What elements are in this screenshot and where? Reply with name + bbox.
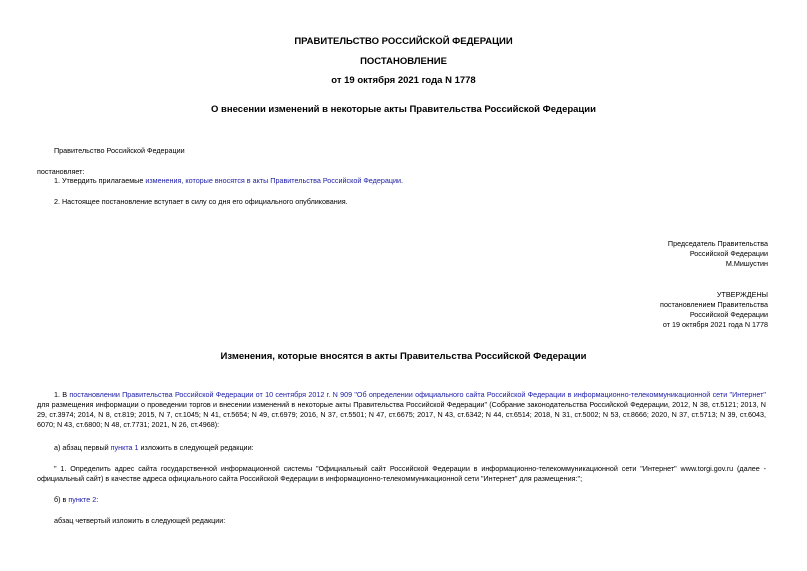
item-1 xyxy=(54,176,403,186)
government-heading: ПРАВИТЕЛЬСТВО РОССИЙСКОЙ ФЕДЕРАЦИИ xyxy=(294,36,513,47)
approved-changes-link[interactable]: изменения, которые вносятся в акты Правительства Российской Федерации xyxy=(145,176,401,185)
subitem-b-prefix: б) в xyxy=(54,495,69,504)
approval-line-3: Российской Федерации xyxy=(689,310,768,319)
quoted-paragraph: " 1. Определить адрес сайта государственной информационной системы "Официальный сайт Российской Федерации в информационно-телекоммуникационной сети "Интернет" www.torgi.gov.ru (далее - официальный сайт) в качестве адреса официального сайта Российской Федерации в информационно-телекоммуникационной сети "Интернет" для размещения:"; xyxy=(37,464,766,483)
changes-title: Изменения, которые вносятся в акты Правительства Российской Федерации xyxy=(220,351,587,362)
changes-paragraph-1 xyxy=(37,390,766,430)
resolution-909-link[interactable]: постановлении Правительства Российской Федерации от 10 сентября 2012 г. N 909 "Об определении официального сайта Российской Федерации в информационно-телекоммуникационной сети "Интернет" xyxy=(69,390,766,399)
paragraph-1-prefix: 1. В xyxy=(54,390,70,399)
signature-position: Председатель Правительства xyxy=(667,239,768,248)
subitem-a-prefix: а) абзац первый xyxy=(54,443,111,452)
signature-name: М.Мишустин xyxy=(725,259,768,268)
approval-heading: УТВЕРЖДЕНЫ xyxy=(716,290,768,299)
intro-text: Правительство Российской Федерации xyxy=(54,146,185,155)
paragraph-1-rest: для размещения информации о проведении торгов и внесении изменений в некоторые акты Правительства Российской Федерации" (Собрание законодательства Российской Федерации, 2012, N 38, ст.5121; 2013, N 29, ст.3974; 2014, N 8, ст.819; 2015, N 7, ст.1045; N 41, ст.5654; N 49, ст.6979; 2016, N 37, ст.5501; N 47, ст.6675; 2017, N 43, ст.6342; N 44, ст.6514; 2018, N 31, ст.5002; N 53, ст.8666; 2020, N 37, ст.5713; N 39, ст.6043, 6070; N 43, ст.6800; N 48, ст.7731; 2021, N 26, ст.4968): xyxy=(37,400,766,429)
item-1-prefix: 1. Утвердить прилагаемые xyxy=(54,176,146,185)
subitem-b-text: абзац четвертый изложить в следующей редакции: xyxy=(54,516,226,525)
document-title: О внесении изменений в некоторые акты Правительства Российской Федерации xyxy=(211,104,596,115)
point-1-link[interactable]: пункта 1 xyxy=(110,443,139,452)
document-date-number: от 19 октября 2021 года N 1778 xyxy=(331,75,476,86)
item-2: 2. Настоящее постановление вступает в силу со дня его официального опубликования. xyxy=(54,197,348,206)
approval-line-4: от 19 октября 2021 года N 1778 xyxy=(662,320,768,329)
subitem-a-suffix: изложить в следующей редакции: xyxy=(138,443,254,452)
subitem-a xyxy=(54,443,254,453)
point-2-link[interactable]: пункте 2 xyxy=(68,495,97,504)
signature-organization: Российской Федерации xyxy=(689,249,768,258)
item-1-suffix: . xyxy=(400,176,403,185)
document-type: ПОСТАНОВЛЕНИЕ xyxy=(360,56,447,67)
subitem-b xyxy=(54,495,98,505)
subitem-b-suffix: : xyxy=(96,495,99,504)
decides-text: постановляет: xyxy=(37,167,85,176)
approval-line-2: постановлением Правительства xyxy=(660,300,768,309)
